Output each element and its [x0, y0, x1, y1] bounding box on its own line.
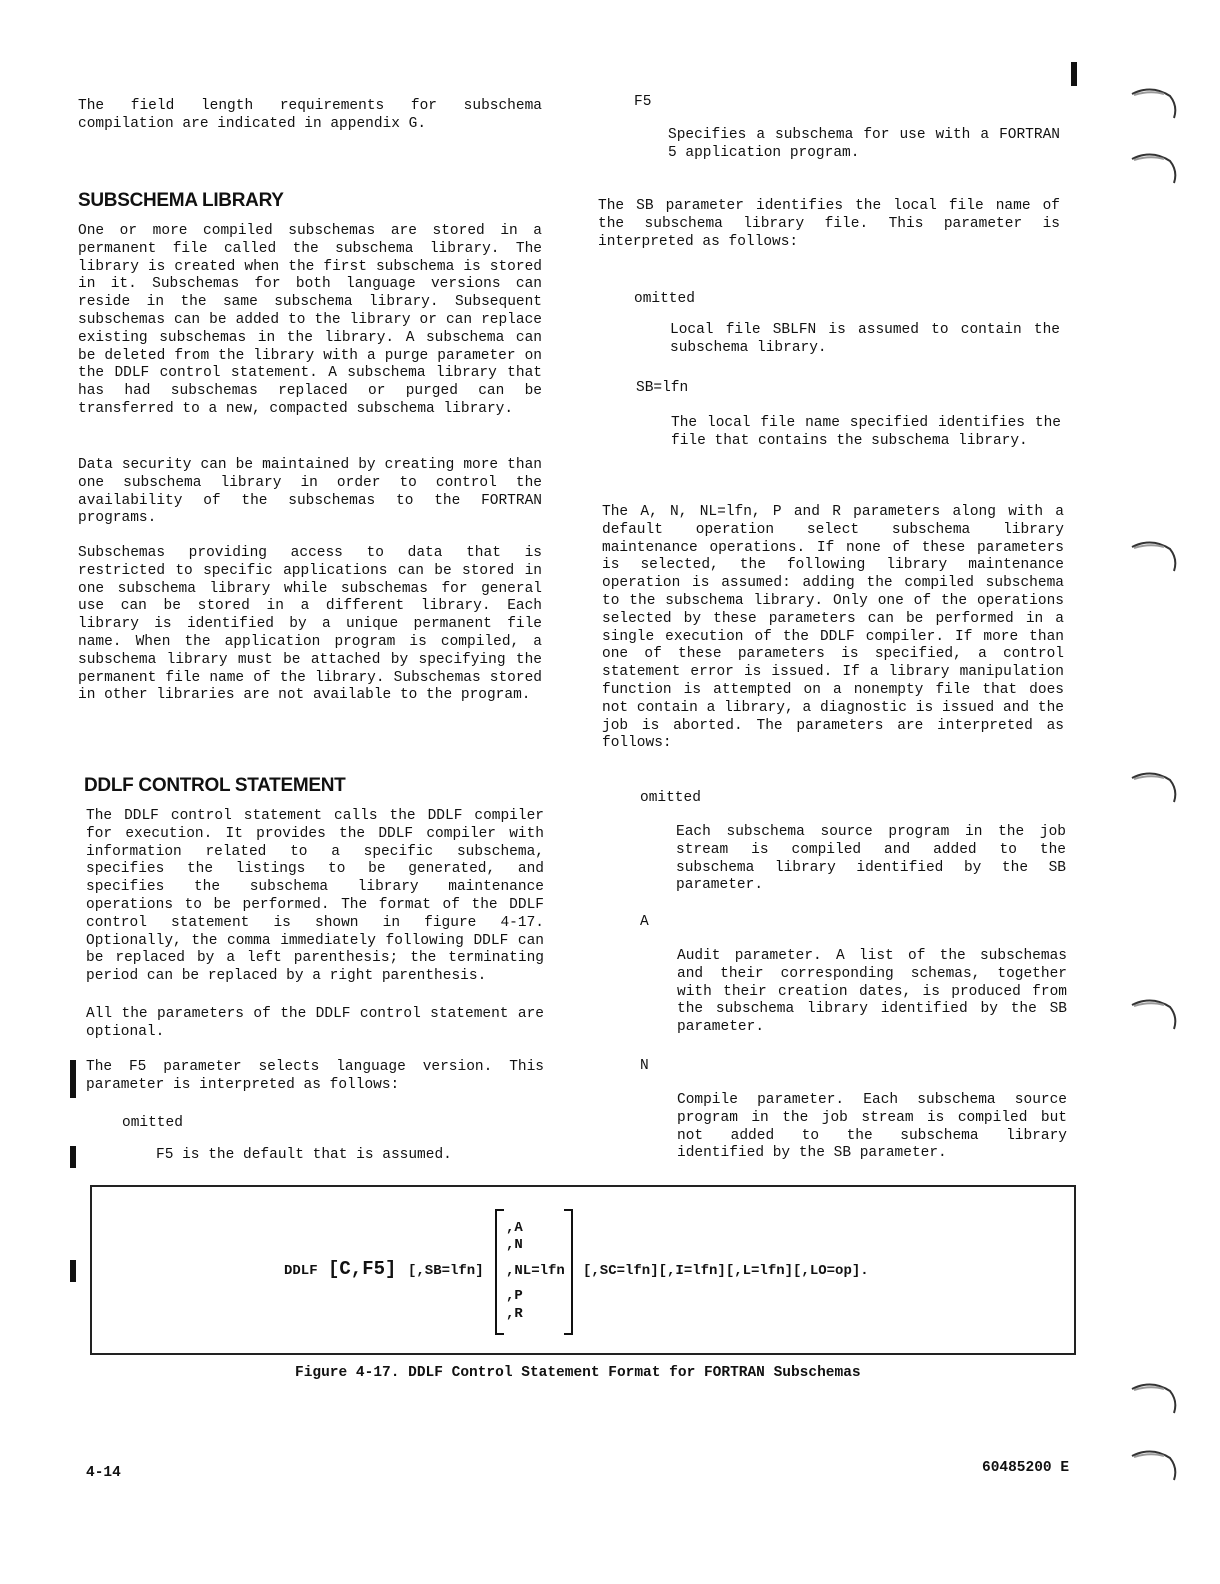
figure-option-r: ,R: [506, 1306, 523, 1322]
paragraph-f5-parameter: The F5 parameter selects language version. This parameter is interpreted as follows:: [86, 1059, 544, 1093]
heading-subschema-library: SUBSCHEMA LIBRARY: [78, 190, 284, 211]
a-description: Audit parameter. A list of the subschemas and their corresponding schemas, together with their creation dates, is produced from the subschema library identified by the SB parameter.: [677, 948, 1067, 1036]
binder-hole-mark: [1130, 1377, 1180, 1417]
binder-hole-mark: [1130, 993, 1180, 1033]
change-bar: [70, 1260, 76, 1282]
intro-paragraph: The field length requirements for subschema compilation are indicated in appendix G.: [78, 98, 542, 132]
change-bar: [70, 1060, 76, 1098]
figure-ddlf: DDLF: [284, 1263, 318, 1279]
term-omitted-sb: omitted: [634, 291, 695, 307]
paragraph-maintenance-parameters: The A, N, NL=lfn, P and R parameters along with a default operation select subschema library maintenance operations. If none of these parameters is selected, the following library maintenance operation is assumed: adding the compiled subschema to the subschema library. Only one of the operations selected by these parameters can be performed in a single execution of the DDLF compiler. If more than one of these parameters is specified, a control statement error is issued. If a library manipulation function is attempted on a nonempty file that does not contain a library, a diagnostic is issued and the job is aborted. The parameters are interpreted as follows:: [602, 504, 1064, 752]
figure-option-a: ,A: [506, 1220, 523, 1236]
figure-caption: Figure 4-17. DDLF Control Statement Format for FORTRAN Subschemas: [295, 1365, 861, 1381]
heading-ddlf-control-statement: DDLF CONTROL STATEMENT: [84, 775, 346, 796]
paragraph-restricted-access: Subschemas providing access to data that is restricted to specific applications can be stored in one subschema library while subschemas for general use can be stored in a different library. Each library is identified by a unique permanent file name. When the application program is compiled, a subschema library must be attached by specifying the permanent file name of the library. Subschemas stored in other libraries are not available to the program.: [78, 545, 542, 704]
term-omitted: omitted: [122, 1115, 183, 1131]
binder-hole-mark: [1130, 82, 1180, 122]
binder-hole-mark: [1130, 1444, 1180, 1484]
term-omitted-maintenance: omitted: [640, 790, 701, 806]
omitted-maintenance-description: Each subschema source program in the job stream is compiled and added to the subschema library identified by the SB parameter.: [676, 824, 1066, 894]
figure-option-p: ,P: [506, 1288, 523, 1304]
paragraph-data-security: Data security can be maintained by creating more than one subschema library in order to control the availability of the subschemas to the FORTRAN programs.: [78, 457, 542, 527]
paragraph-sb-parameter: The SB parameter identifies the local file name of the subschema library file. This parameter is interpreted as follows:: [598, 198, 1060, 250]
binder-hole-mark: [1130, 535, 1180, 575]
f5-default-text: F5 is the default that is assumed.: [156, 1147, 452, 1163]
paragraph-parameters-optional: All the parameters of the DDLF control statement are optional.: [86, 1006, 544, 1040]
page-number: 4-14: [86, 1465, 121, 1481]
sb-lfn-description: The local file name specified identifies the file that contains the subschema library.: [671, 415, 1061, 449]
figure-option-nl: ,NL=lfn: [506, 1263, 565, 1279]
term-f5: F5: [634, 94, 652, 110]
figure-f5-option: [C,F5]: [328, 1258, 397, 1280]
term-sb-lfn: SB=lfn: [636, 380, 689, 396]
term-a: A: [640, 914, 649, 930]
paragraph-subschema-library: One or more compiled subschemas are stored in a permanent file called the subschema library. The library is created when the first subschema is stored in it. Subschemas for both language versions can reside in the same subschema library. Subsequent subschemas can be added to the library or can replace existing subschemas in the library. A subschema can be deleted from the library with a purge parameter on the DDLF control statement. A subschema library that has had subschemas replaced or purged can be transferred to a new, compacted subschema library.: [78, 223, 542, 417]
figure-option-n: ,N: [506, 1237, 523, 1253]
term-n: N: [640, 1058, 649, 1074]
n-description: Compile parameter. Each subschema source program in the job stream is compiled but not added to the subschema library identified by the SB parameter.: [677, 1092, 1067, 1162]
paragraph-ddlf-description: The DDLF control statement calls the DDLF compiler for execution. It provides the DDLF compiler with information related to a specific subschema, specifies the listings to be generated, and specifies the subschema library maintenance operations to be performed. The format of the DDLF control statement is shown in figure 4-17. Optionally, the comma immediately following DDLF can be replaced by a left parenthesis; the terminating period can be replaced by a right parenthesis.: [86, 808, 544, 985]
document-number: 60485200 E: [982, 1460, 1070, 1476]
binder-hole-mark: [1130, 766, 1180, 806]
change-bar: [70, 1146, 76, 1168]
figure-remaining-options: [,SC=lfn][,I=lfn][,L=lfn][,LO=op].: [583, 1263, 869, 1279]
figure-sb-option: [,SB=lfn]: [408, 1263, 484, 1279]
omitted-sb-description: Local file SBLFN is assumed to contain the subschema library.: [670, 322, 1060, 356]
f5-description: Specifies a subschema for use with a FORTRAN 5 application program.: [668, 127, 1060, 161]
binder-hole-mark: [1130, 147, 1180, 187]
change-bar: [1071, 62, 1077, 86]
